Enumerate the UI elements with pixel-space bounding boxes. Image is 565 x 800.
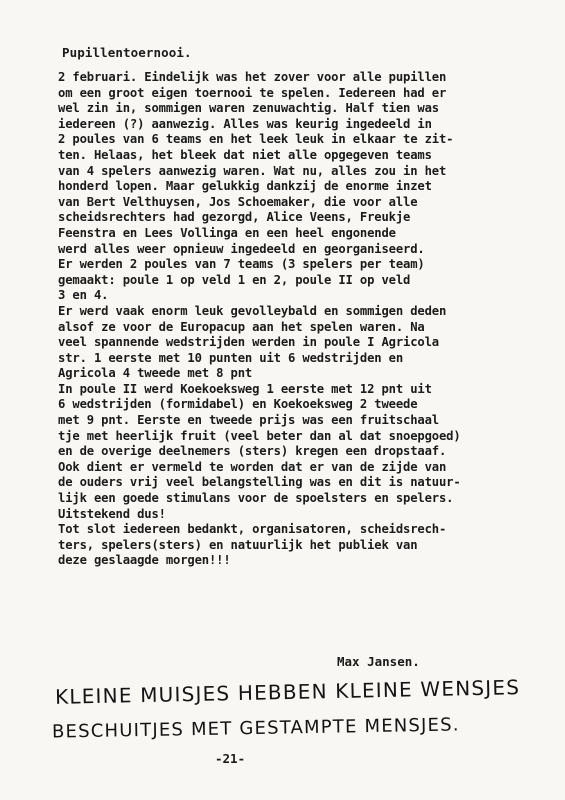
text-line: met 9 pnt. Eerste en tweede prijs was een fruitschaal (58, 413, 439, 428)
text-line: Uitstekend dus! (58, 506, 166, 521)
text-line: veel spannende wedstrijden werden in poule I Agricola (58, 335, 439, 350)
text-line: werd alles weer opnieuw ingedeeld en georganiseerd. (58, 241, 425, 256)
text-line: honderd lopen. Maar gelukkig dankzij de enorme inzet (58, 179, 432, 194)
text-line: de ouders vrij veel belangstelling was en dit is natuur- (58, 475, 461, 490)
text-line: wel zin in, sommigen waren zenuwachtig. Half tien was (58, 101, 439, 116)
text-line: Agricola 4 tweede met 8 pnt (58, 366, 253, 381)
text-line: tje met heerlijk fruit (veel beter dan al dat snoepgoed) (58, 428, 461, 443)
text-line: ters, spelers(sters) en natuurlijk het publiek van (58, 537, 418, 552)
text-line: Feenstra en Lees Vollinga en een heel engonende (58, 225, 396, 240)
handwritten-line: KLEINE MUISJES HEBBEN KLEINE WENSJES (54, 675, 521, 709)
text-line: Tot slot iedereen bedankt, organisatoren, scheidsrech- (58, 522, 447, 537)
text-line: deze geslaagde morgen!!! (58, 553, 231, 568)
text-line: van 4 spelers aanwezig waren. Wat nu, alles zou in het (58, 163, 447, 178)
text-line: In poule II werd Koekoeksweg 1 eerste met 12 pnt uit (58, 381, 432, 396)
article-body (58, 70, 528, 569)
page-number: -21- (215, 751, 246, 766)
text-line: lijk een goede stimulans voor de spoelsters en spelers. (58, 491, 454, 506)
text-line: alsof ze voor de Europacup aan het spelen waren. Na (58, 319, 425, 334)
text-line: 2 februari. Eindelijk was het zover voor alle pupillen (58, 70, 447, 84)
text-line: 2 poules van 6 teams en het leek leuk in elkaar te zit- (58, 132, 454, 147)
text-line: 3 en 4. (58, 288, 109, 303)
text-line: ten. Helaas, het bleek dat niet alle opgegeven teams (58, 147, 432, 162)
text-line: Er werd vaak enorm leuk gevolleybald en sommigen deden (58, 303, 447, 318)
text-line: gemaakt: poule 1 op veld 1 en 2, poule II op veld (58, 272, 411, 287)
text-line: str. 1 eerste met 10 punten uit 6 wedstrijden en (58, 350, 403, 365)
text-line: en de overige deelnemers (sters) kregen een dropstaaf. (58, 444, 447, 459)
handwritten-line: BESCHUITJES MET GESTAMPTE MENSJES. (51, 714, 460, 743)
text-line: Er werden 2 poules van 7 teams (3 spelers per team) (58, 257, 425, 272)
author-signature: Max Jansen. (337, 654, 420, 669)
text-line: Ook dient er vermeld te worden dat er van de zijde van (58, 459, 447, 474)
text-line: 6 wedstrijden (formidabel) en Koekoeksweg 2 tweede (58, 397, 418, 412)
document-title: Pupillentoernooi. (62, 45, 192, 60)
text-line: van Bert Velthuysen, Jos Schoemaker, die voor alle (58, 194, 418, 209)
text-line: iedereen (?) aanwezig. Alles was keurig ingedeeld in (58, 116, 432, 131)
text-line: om een groot eigen toernooi te spelen. Iedereen had er (58, 85, 447, 100)
text-line: scheidsrechters had gezorgd, Alice Veens, Freukje (58, 210, 411, 225)
